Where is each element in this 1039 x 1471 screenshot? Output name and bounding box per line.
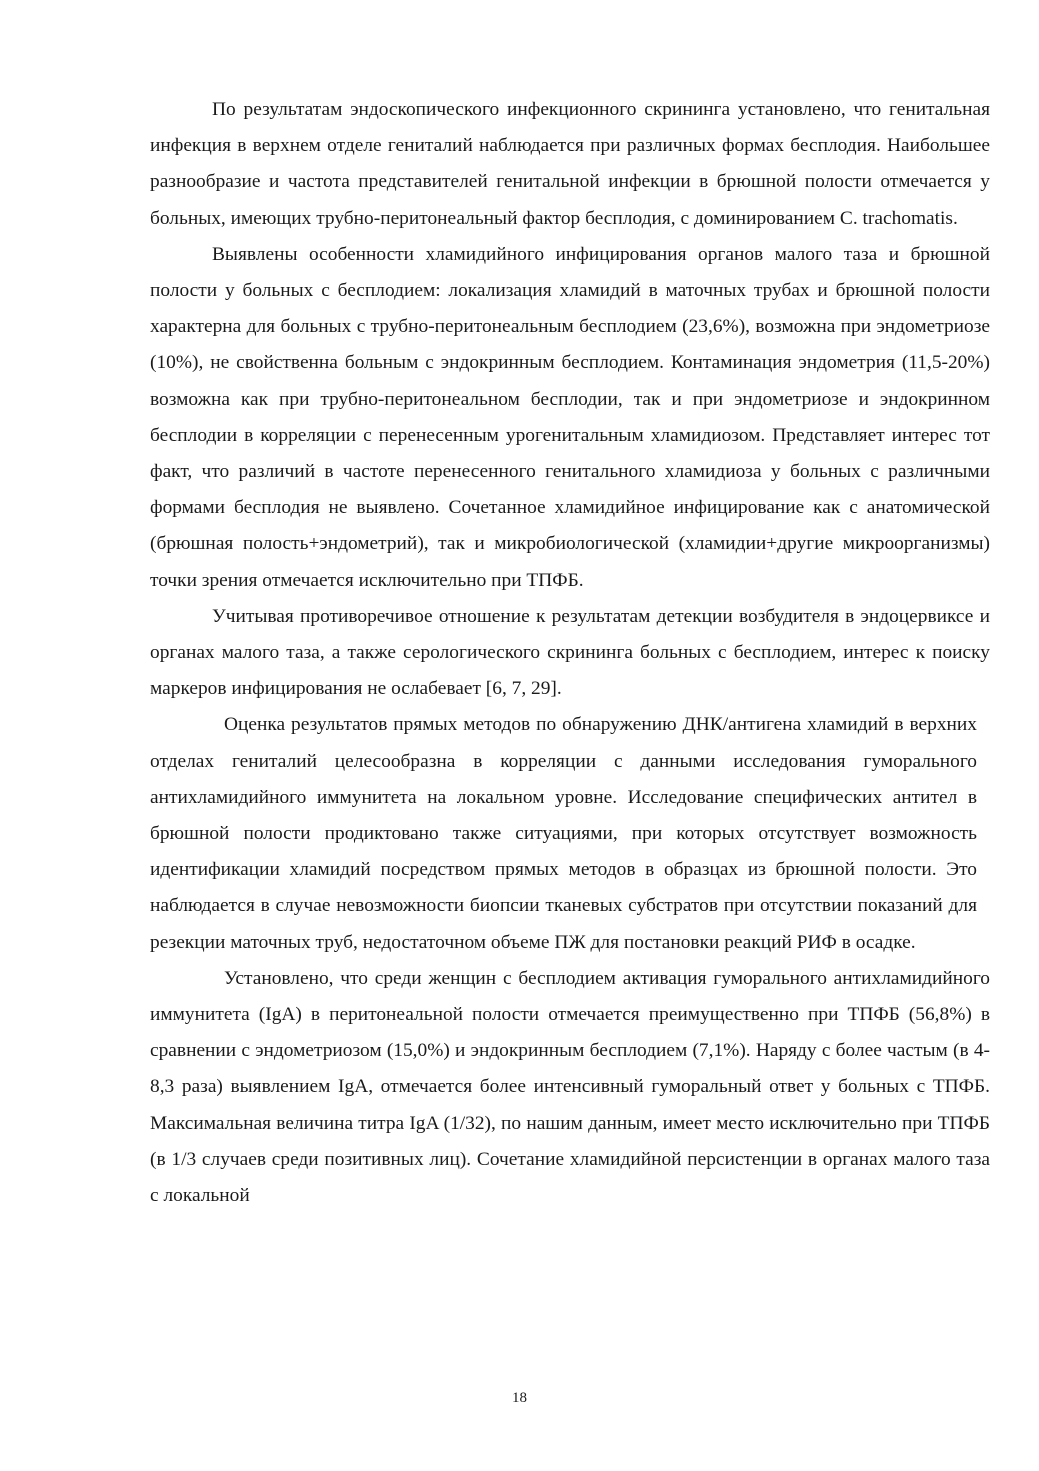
page-number: 18	[512, 1390, 527, 1406]
paragraph-direct-methods: Оценка результатов прямых методов по обнаружению ДНК/антигена хламидий в верхних отделах гениталий целесообразна в корреляции с данными исследования гуморального антихламидийного иммунитета на локальном уровне. Исследование специфических антител в брюшной полости продиктовано также ситуациями, при которых отсутствует возможность идентификации хламидий посредством прямых методов в образцах из брюшной полости. Это наблюдается в случае невозможности биопсии тканевых субстратов при отсутствии показаний для резекции маточных труб, недостаточном объеме ПЖ для постановки реакций РИФ в осадке.	[150, 714, 977, 953]
paragraph-humoral-immunity: Установлено, что среди женщин с бесплодием активация гуморального антихламидийного иммунитета (IgA) в перитонеальной полости отмечается преимущественно при ТПФБ (56,8%) в сравнении с эндометриозом (15,0%) и эндокринным бесплодием (7,1%). Наряду с более частым (в 4-8,3 раза) выявлением IgA, отмечается более интенсивный гуморальный ответ у больных с ТПФБ. Максимальная величина титра IgA (1/32), по нашим данным, имеет место исключительно при ТПФБ (в 1/3 случаев среди позитивных лиц). Сочетание хламидийной персистенции в органах малого таза с локальной	[150, 967, 990, 1207]
paragraph-chlamydia-features: Выявлены особенности хламидийного инфицирования органов малого таза и брюшной полости у больных с бесплодием: локализация хламидий в маточных трубах и брюшной полости характерна для больных с трубно-перитонеальным бесплодием (23,6%), возможна при эндометриозе (10%), не свойственна больным с эндокринным бесплодием. Контаминация эндометрия (11,5-20%) возможна как при трубно-перитонеальном бесплодии, так и при эндометриозе и эндокринном бесплодии в корреляции с перенесенным урогенитальным хламидиозом. Представляет интерес тот факт, что различий в частоте перенесенного генитального хламидиоза у больных с различными формами бесплодия не выявлено. Сочетанное хламидийное инфицирование как с анатомической (брюшная полость+эндометрий), так и микробиологической (хламидии+другие микроорганизмы) точки зрения отмечается исключительно при ТПФБ.	[150, 243, 990, 591]
paragraph-screening-results: По результатам эндоскопического инфекционного скрининга установлено, что генитальная инфекция в верхнем отделе гениталий наблюдается при различных формах бесплодия. Наибольшее разнообразие и частота представителей генитальной инфекции в брюшной полости отмечается у больных, имеющих трубно-перитонеальный фактор бесплодия, с доминированием C. trachomatis.	[150, 99, 990, 229]
document-body	[150, 92, 990, 1214]
paragraph-infection-markers: Учитывая противоречивое отношение к результатам детекции возбудителя в эндоцервиксе и органах малого таза, а также серологического скрининга больных с бесплодием, интерес к поиску маркеров инфицирования не ослабевает [6, 7, 29].	[150, 605, 990, 700]
